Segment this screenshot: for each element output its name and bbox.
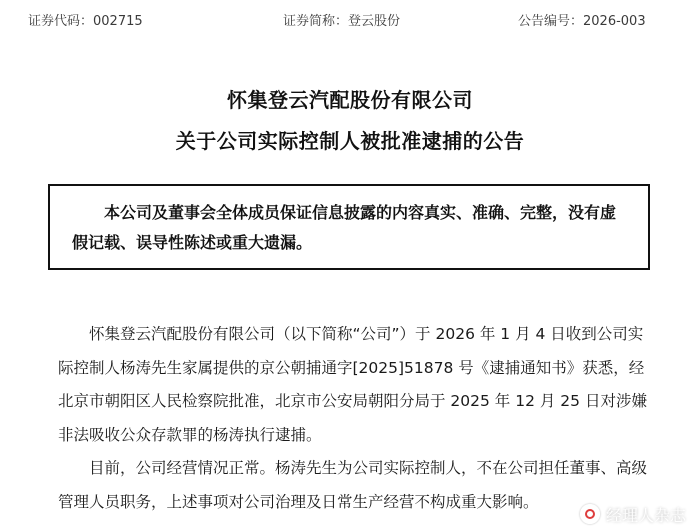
company-title: 怀集登云汽配股份有限公司 <box>227 88 473 112</box>
body-paragraph-1: 怀集登云汽配股份有限公司（以下简称“公司”）于 2026 年 1 月 4 日收到公司实际控制人杨涛先生家属提供的京公朝捕通字[2025]51878 号《逮捕通知书》获悉，经北京市朝阳区人民检察院批准，北京市公安局朝阳分局于 2025 年 12 月 25 日对涉嫌非法吸收公众存款罪的杨涛执行逮捕。 <box>58 325 647 444</box>
stock-code: 证券代码：002715 <box>28 14 143 29</box>
announcement-number: 公告编号：2026-003 <box>518 14 646 29</box>
body-paragraph-2: 目前，公司经营情况正常。杨涛先生为公司实际控制人，不在公司担任董事、高级管理人员职务，上述事项对公司治理及日常生产经营不构成重大影响。 <box>58 459 648 511</box>
disclosure-notice-text: 本公司及董事会全体成员保证信息披露的内容真实、准确、完整，没有虚假记载、误导性陈述或重大遗漏。 <box>72 203 617 252</box>
header-row <box>0 10 700 34</box>
watermark-text: 经理人杂志 <box>605 505 686 525</box>
announcement-title: 关于公司实际控制人被批准逮捕的公告 <box>175 129 525 153</box>
stock-abbreviation: 证券简称：登云股份 <box>283 14 401 29</box>
watermark-logo-icon <box>580 504 600 524</box>
disclosure-notice-box <box>48 184 650 270</box>
watermark <box>580 503 686 525</box>
